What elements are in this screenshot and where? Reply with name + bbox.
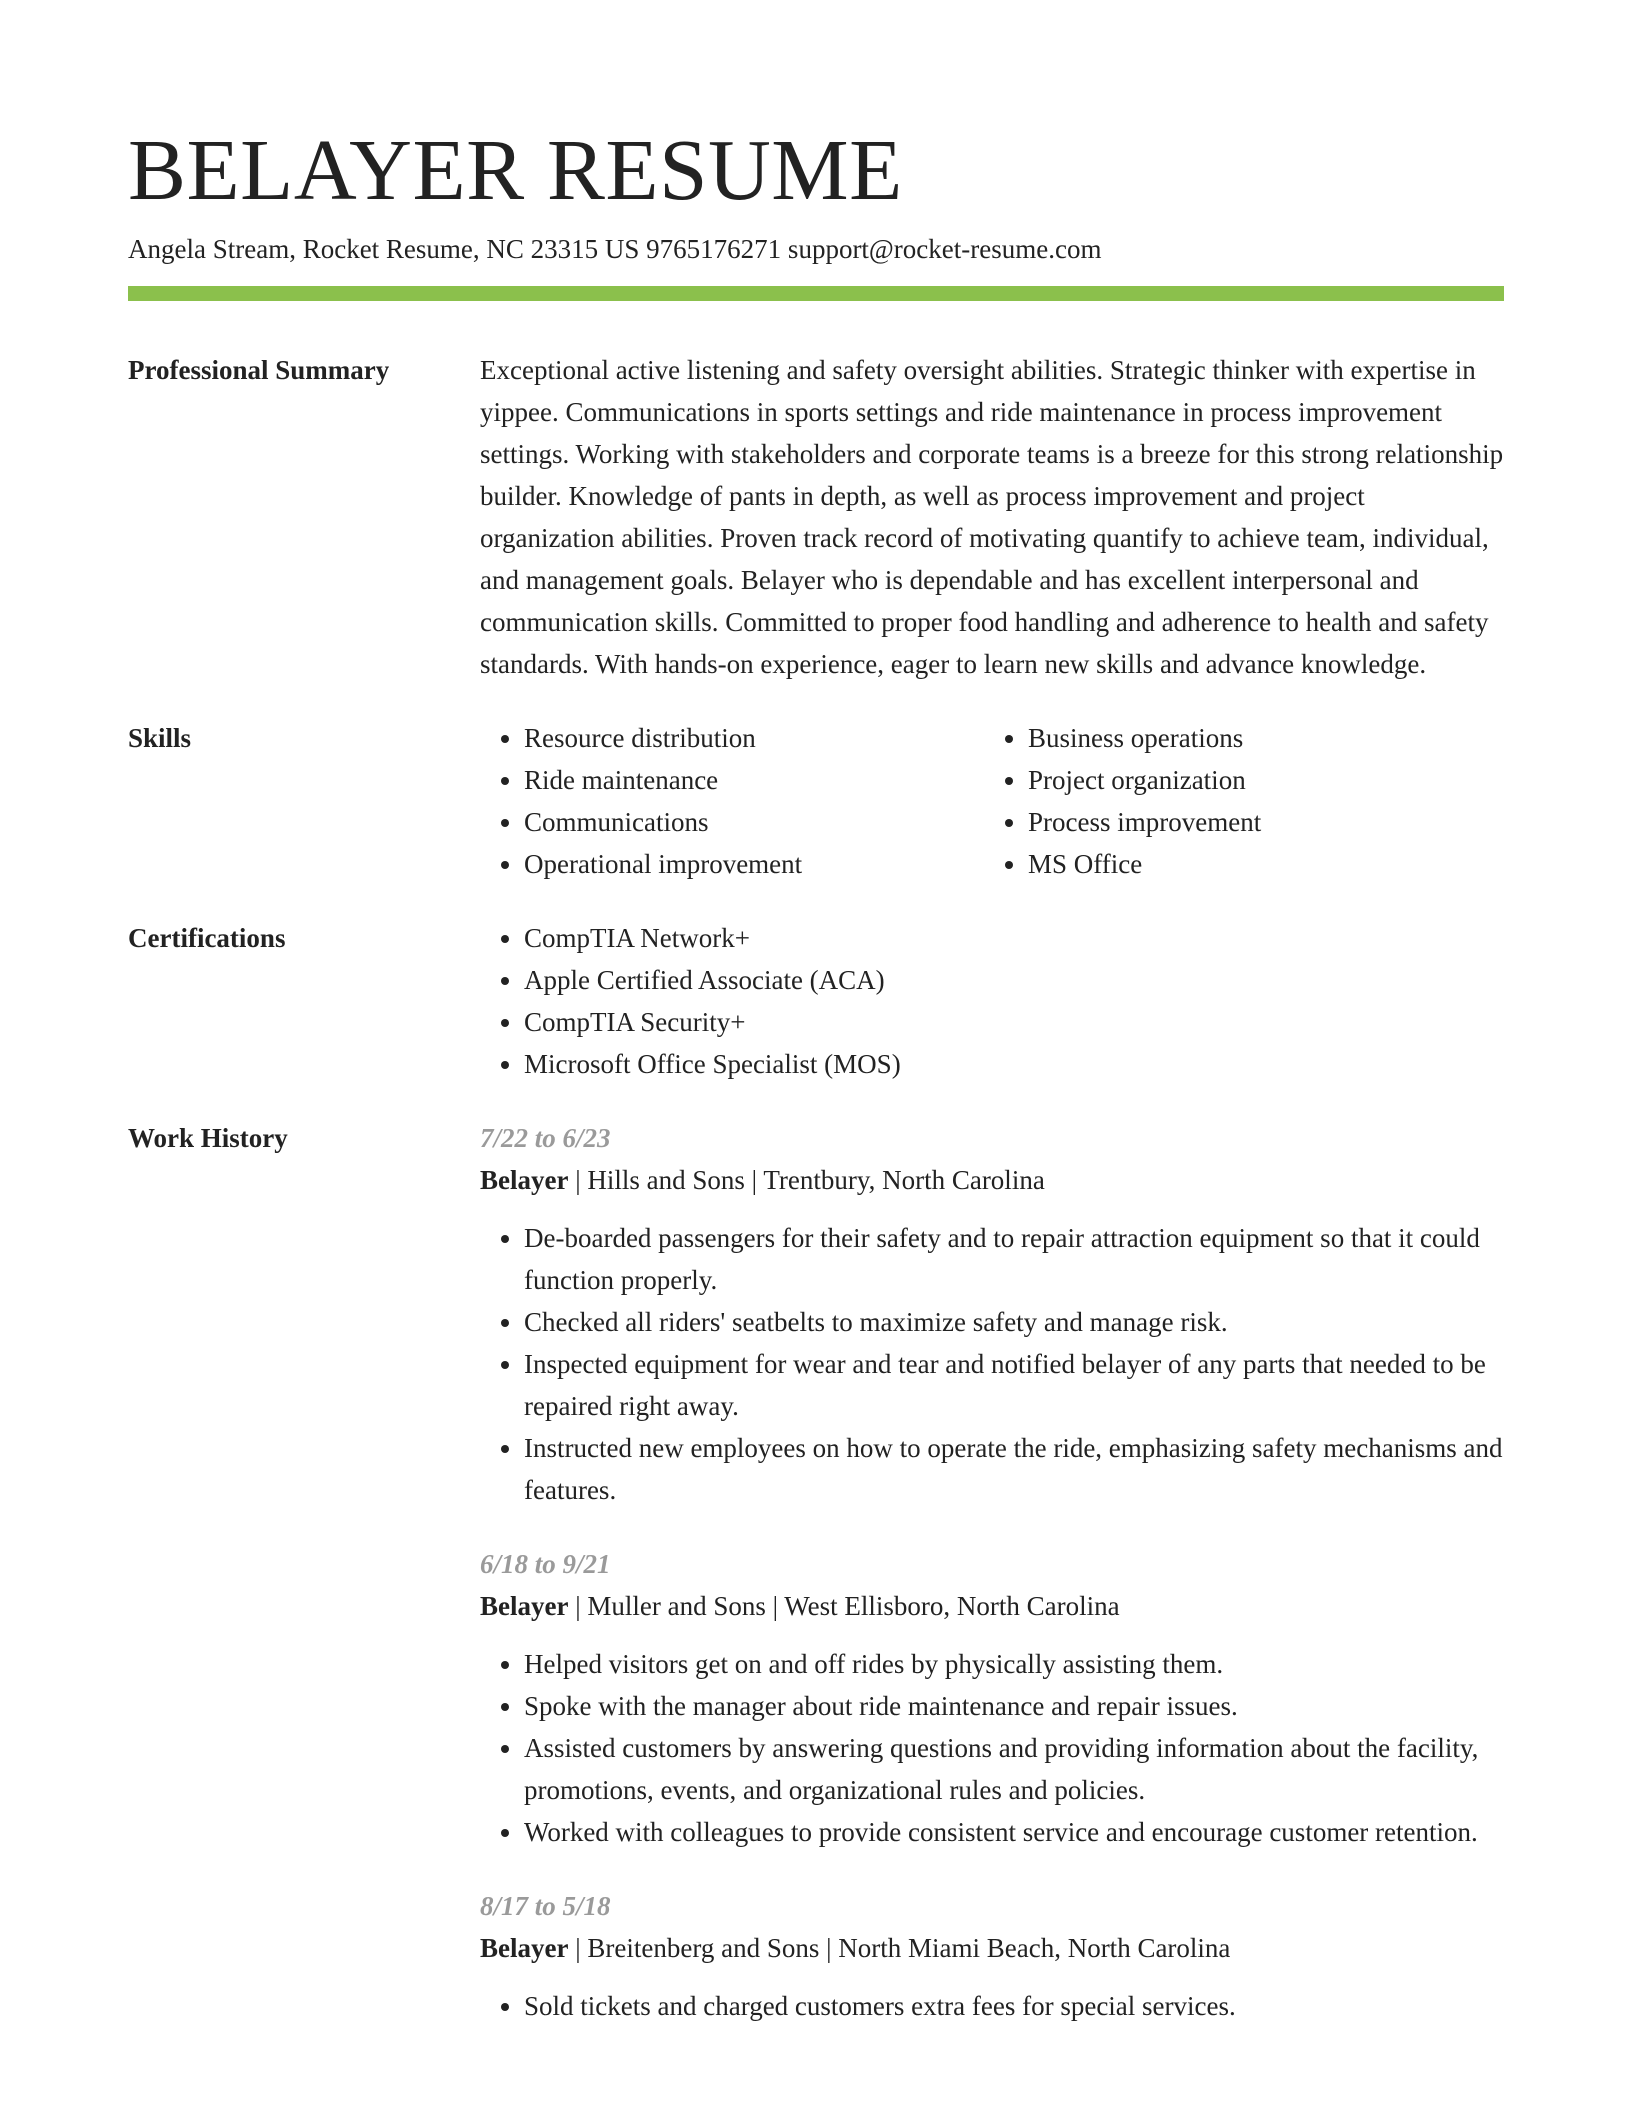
job-company: Breitenberg and Sons bbox=[587, 1933, 820, 1963]
job-entry bbox=[480, 1117, 1504, 1511]
section-body bbox=[480, 917, 1504, 1085]
header-divider bbox=[128, 286, 1504, 301]
job-duty: • Helped visitors get on and off rides by physically assisting them. bbox=[524, 1643, 1504, 1685]
section-heading: Work History bbox=[128, 1123, 288, 1153]
job-location: West Ellisboro, North Carolina bbox=[784, 1591, 1120, 1621]
section-professional-summary bbox=[128, 349, 1504, 685]
separator: | bbox=[765, 1591, 785, 1621]
certification-item: • CompTIA Security+ bbox=[524, 1001, 1504, 1043]
job-duty: • Sold tickets and charged customers extra fees for special services. bbox=[524, 1985, 1504, 2027]
job-duties bbox=[480, 1643, 1504, 1853]
skill-item: • Resource distribution bbox=[524, 717, 984, 759]
resume-sections bbox=[128, 349, 1504, 2091]
skill-item: • Project organization bbox=[1028, 759, 1488, 801]
section-body bbox=[480, 1117, 1504, 2059]
certification-item: • CompTIA Network+ bbox=[524, 917, 1504, 959]
job-duty: • De-boarded passengers for their safety and to repair attraction equipment so that it could function properly. bbox=[524, 1217, 1504, 1301]
job-dates: 8/17 to 5/18 bbox=[480, 1891, 611, 1921]
certification-item: • Apple Certified Associate (ACA) bbox=[524, 959, 1504, 1001]
skill-item: • Operational improvement bbox=[524, 843, 984, 885]
job-duty: • Checked all riders' seatbelts to maximize safety and manage risk. bbox=[524, 1301, 1504, 1343]
job-duties bbox=[480, 1217, 1504, 1511]
job-title: Belayer bbox=[480, 1165, 569, 1195]
summary-text: Exceptional active listening and safety oversight abilities. Strategic thinker with expertise in yippee. Communications in sports settings and ride maintenance in process improvement settings. Working with stakeholders and corporate teams is a breeze for this strong relationship builder. Knowledge of pants in depth, as well as process improvement and project organization abilities. Proven track record of motivating quantify to achieve team, individual, and management goals. Belayer who is dependable and has excellent interpersonal and communication skills. Committed to proper food handling and adherence to health and safety standards. With hands-on experience, eager to learn new skills and advance knowledge. bbox=[480, 355, 1504, 679]
job-duty: • Inspected equipment for wear and tear and notified belayer of any parts that needed to be repaired right away. bbox=[524, 1343, 1504, 1427]
section-heading: Certifications bbox=[128, 923, 286, 953]
job-duty: • Spoke with the manager about ride maintenance and repair issues. bbox=[524, 1685, 1504, 1727]
separator: | bbox=[819, 1933, 839, 1963]
section-skills bbox=[128, 717, 1504, 885]
section-work-history bbox=[128, 1117, 1504, 2059]
certifications-list bbox=[480, 917, 1504, 1085]
skills-list-right bbox=[984, 717, 1488, 885]
separator: | bbox=[568, 1165, 588, 1195]
separator: | bbox=[568, 1933, 588, 1963]
certification-item: • Microsoft Office Specialist (MOS) bbox=[524, 1043, 1504, 1085]
job-duties bbox=[480, 1985, 1504, 2027]
job-duty: • Worked with colleagues to provide consistent service and encourage customer retention. bbox=[524, 1811, 1504, 1853]
job-title: Belayer bbox=[480, 1591, 569, 1621]
skill-item: • Process improvement bbox=[1028, 801, 1488, 843]
job-duty: • Instructed new employees on how to operate the ride, emphasizing safety mechanisms and features. bbox=[524, 1427, 1504, 1511]
skill-item: • Business operations bbox=[1028, 717, 1488, 759]
skills-grid bbox=[480, 717, 1504, 885]
job-dates: 6/18 to 9/21 bbox=[480, 1549, 611, 1579]
skill-item: • Ride maintenance bbox=[524, 759, 984, 801]
job-location: Trentbury, North Carolina bbox=[763, 1165, 1045, 1195]
job-dates: 7/22 to 6/23 bbox=[480, 1123, 611, 1153]
section-certifications bbox=[128, 917, 1504, 1085]
job-entry bbox=[480, 1543, 1504, 1853]
separator: | bbox=[568, 1591, 588, 1621]
job-title-line bbox=[480, 1159, 1504, 1201]
resume-title: BELAYER RESUME bbox=[128, 121, 903, 218]
job-company: Hills and Sons bbox=[587, 1165, 745, 1195]
contact-line: Angela Stream, Rocket Resume, NC 23315 US 9765176271 support@rocket-resume.com bbox=[128, 234, 1102, 264]
job-entry bbox=[480, 1885, 1504, 2027]
skills-list-left bbox=[480, 717, 984, 885]
job-title-line bbox=[480, 1927, 1504, 1969]
skill-item: • MS Office bbox=[1028, 843, 1488, 885]
job-duty: • Assisted customers by answering questions and providing information about the facility, promotions, events, and organizational rules and policies. bbox=[524, 1727, 1504, 1811]
skill-item: • Communications bbox=[524, 801, 984, 843]
section-heading: Skills bbox=[128, 723, 192, 753]
job-location: North Miami Beach, North Carolina bbox=[838, 1933, 1231, 1963]
job-title: Belayer bbox=[480, 1933, 569, 1963]
section-heading: Professional Summary bbox=[128, 355, 390, 385]
separator: | bbox=[744, 1165, 764, 1195]
job-company: Muller and Sons bbox=[587, 1591, 766, 1621]
section-body bbox=[480, 349, 1504, 685]
job-title-line bbox=[480, 1585, 1504, 1627]
